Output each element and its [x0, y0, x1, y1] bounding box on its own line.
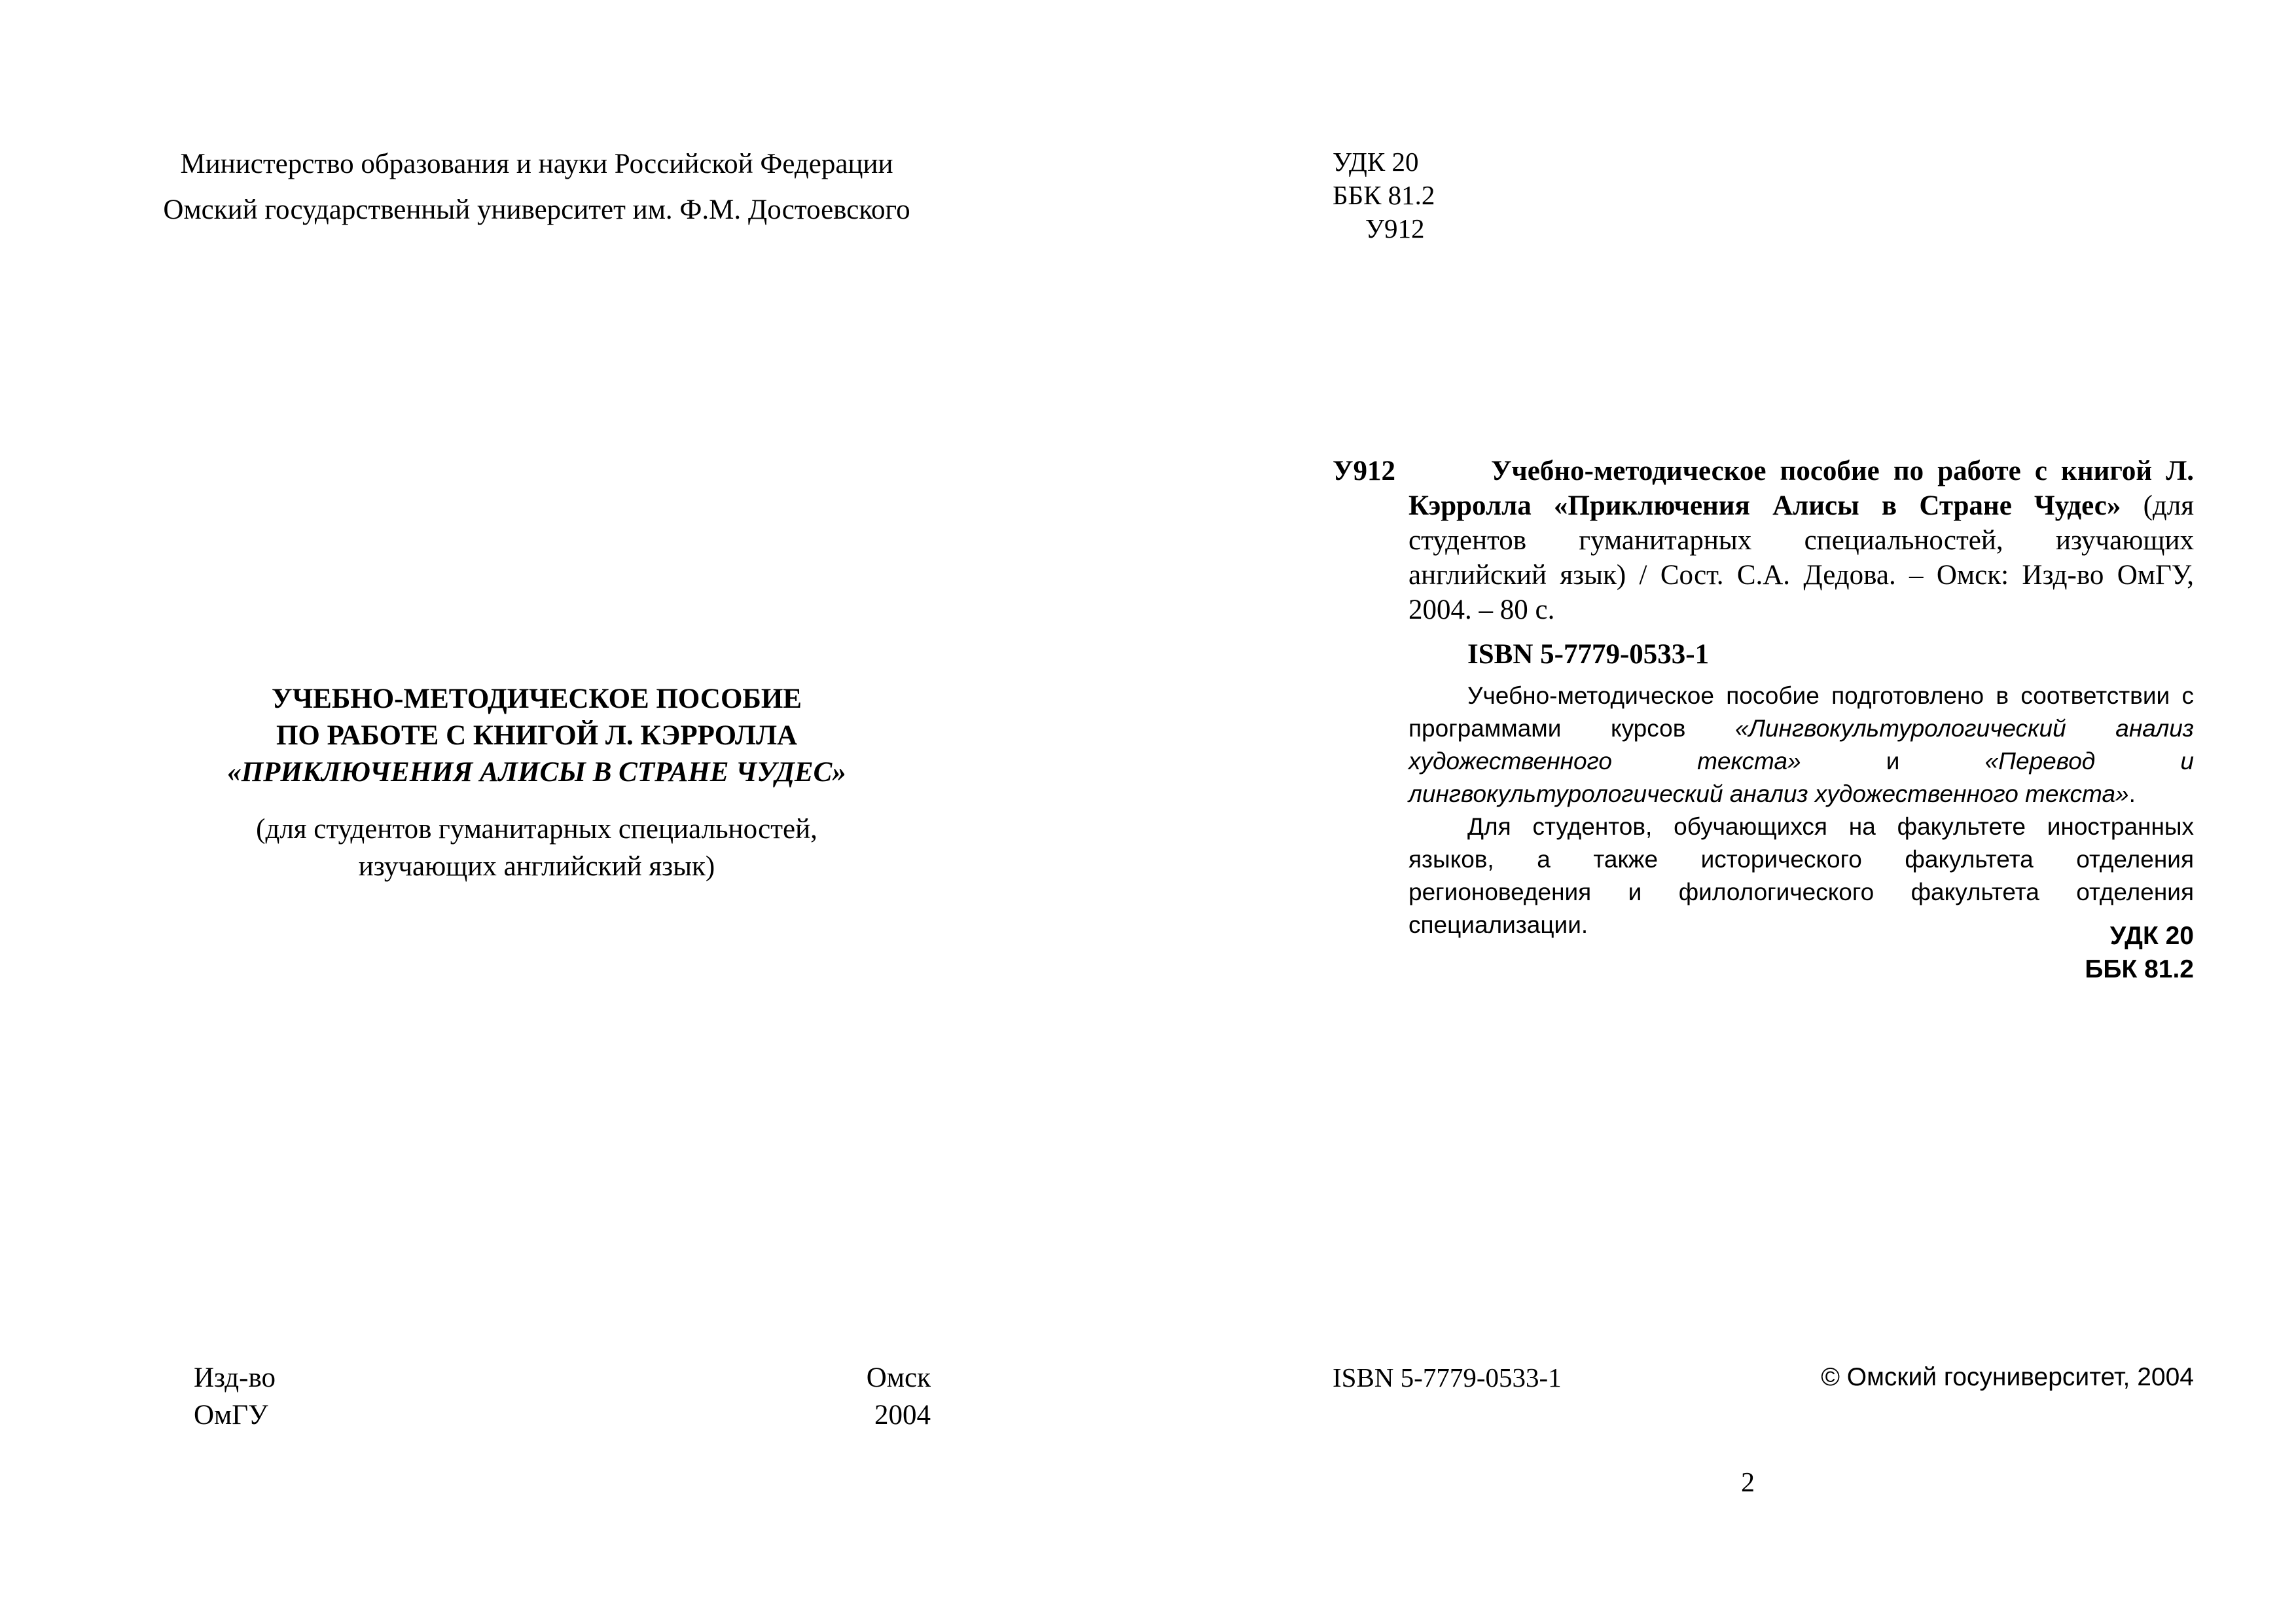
- bbk-code: ББК 81.2: [1333, 180, 1435, 210]
- entry-title: Учебно-методическое пособие по работе с книгой Л. Кэрролла «Приключения Алисы в Стране Чудес»: [1408, 456, 2194, 521]
- subtitle-line-1: (для студентов гуманитарных специальностей,: [256, 814, 817, 845]
- publisher-line-1: Изд-во: [194, 1362, 276, 1393]
- copyright-notice: © Омский госуниверситет, 2004: [1821, 1363, 2194, 1391]
- udk-code-bottom: УДК 20: [2109, 922, 2194, 950]
- isbn-line: ISBN 5-7779-0533-1: [1467, 639, 1710, 670]
- bibliographic-entry: [1333, 454, 2194, 627]
- book-title-line-3: «ПРИКЛЮЧЕНИЯ АЛИСЫ В СТРАНЕ ЧУДЕС»: [227, 757, 846, 788]
- annotation-paragraph-2: Для студентов, обучающихся на факультете иностранных языков, а также исторического факультета отделения регионоведения и филологического факультета отделения специализации.: [1408, 813, 2194, 938]
- entry-index: У912: [1333, 456, 1396, 486]
- isbn-footer: ISBN 5-7779-0533-1: [1333, 1362, 1562, 1393]
- title-page-header: [131, 141, 942, 233]
- author-mark: У912: [1365, 213, 1425, 244]
- udk-code: УДК 20: [1333, 147, 1419, 177]
- book-title-line-1: УЧЕБНО-МЕТОДИЧЕСКОЕ ПОСОБИЕ: [272, 684, 802, 714]
- annotation-paragraph-1: [1408, 680, 2194, 811]
- annotation-intro: Учебно-методическое пособие подготовлено в соответствии с программами курсов: [1408, 682, 2194, 742]
- city-year-imprint: [785, 1359, 931, 1434]
- imprint-city: Омск: [866, 1362, 931, 1393]
- book-title-line-2: ПО РАБОТЕ С КНИГОЙ Л. КЭРРОЛЛА: [276, 720, 798, 751]
- publisher-imprint: [194, 1359, 276, 1434]
- university-name: Омский государственный университет им. Ф.М. Достоевского: [163, 194, 910, 225]
- entry-details: (для студентов гуманитарных специальностей, изучающих английский язык) / Сост. С.А. Дедова. – Омск: Изд-во ОмГУ, 2004. – 80 с.: [1408, 490, 2194, 625]
- book-subtitle: [131, 811, 942, 885]
- publisher-line-2: ОмГУ: [194, 1400, 268, 1431]
- book-title-block: [131, 681, 942, 885]
- course-title-2: «Перевод и лингвокультурологический анализ художественного текста»: [1408, 748, 2194, 807]
- entry-body: [1408, 454, 2194, 627]
- annotation-period: .: [2128, 780, 2136, 807]
- classification-codes: [1333, 145, 1435, 246]
- annotation-conjunction: и: [1801, 748, 1985, 775]
- bbk-code-bottom: ББК 81.2: [2085, 955, 2194, 983]
- subtitle-line-2: изучающих английский язык): [358, 851, 715, 882]
- imprint-year: 2004: [874, 1400, 931, 1431]
- classification-codes-bottom: [1898, 919, 2194, 986]
- course-title-1: «Лингвокультурологический анализ художественного текста»: [1408, 715, 2194, 775]
- ministry-name: Министерство образования и науки Российской Федерации: [180, 149, 893, 179]
- annotation: [1408, 680, 2194, 941]
- page-number: 2: [1741, 1468, 1755, 1498]
